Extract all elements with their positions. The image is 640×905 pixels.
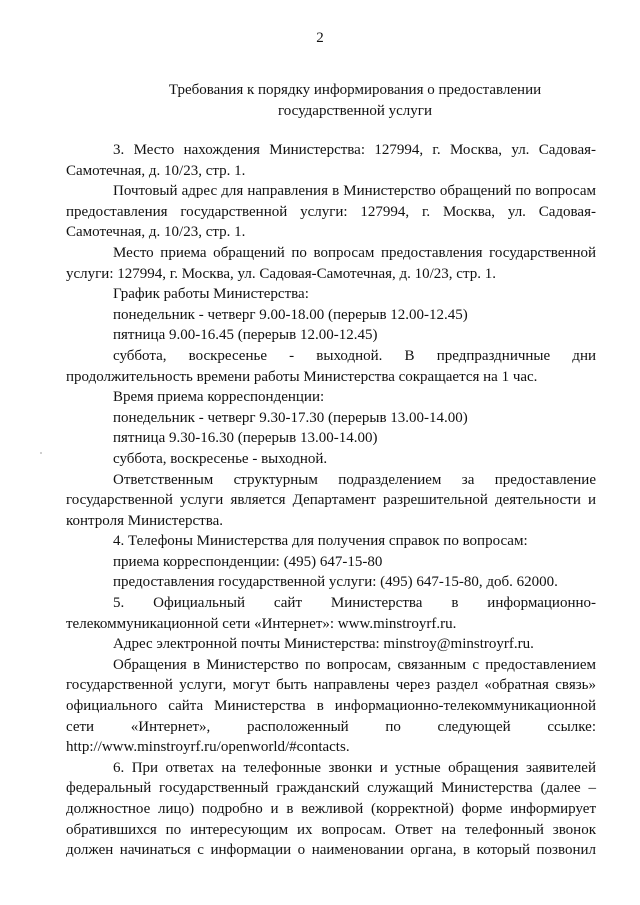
paragraph-official-site: 5. Официальный сайт Министерства в информационно-телекоммуникационной сети «Интернет»: www.minstroyrf.ru. [66,595,596,632]
paragraph-ministry-location: 3. Место нахождения Министерства: 127994, г. Москва, ул. Садовая-Самотечная, д. 10/23, стр. 1. [66,142,596,179]
paragraph-schedule-fri: пятница 9.00-16.45 (перерыв 12.00-12.45) [113,327,378,344]
page-number: 2 [316,30,324,46]
paragraph-phone-answers: 6. При ответах на телефонные звонки и устные обращения заявителей федеральный государственный гражданский служащий Министерства (далее – должностное лицо) подробно и в вежливой (корректной) форме информирует обратившихся по интересующим их вопросам. Ответ на телефонный звонок должен начинаться с информации о наименовании органа, в который позвонил [66,759,596,859]
paragraph-email: Адрес электронной почты Министерства: minstroy@minstroyrf.ru. [113,636,534,653]
scan-artifact [40,452,42,454]
paragraph-reception-place: Место приема обращений по вопросам предоставления государственной услуги: 127994, г. Москва, ул. Садовая-Самотечная, д. 10/23, стр. 1. [66,244,596,282]
paragraph-correspondence-mon-thu: понедельник - четверг 9.30-17.30 (перерыв 13.00-14.00) [113,409,468,426]
paragraph-phone-service: предоставления государственной услуги: (495) 647-15-80, доб. 62000. [113,574,558,591]
paragraph-responsible-department: Ответственным структурным подразделением за предоставление государственной услуги является Департамент разрешительной деятельности и контроля Министерства. [66,471,596,529]
paragraph-schedule-mon-thu: понедельник - четверг 9.00-18.00 (перерыв 12.00-12.45) [113,306,468,323]
paragraph-correspondence-title: Время приема корреспонденции: [113,389,325,406]
paragraph-correspondence-weekend: суббота, воскресенье - выходной. [113,450,328,467]
paragraph-work-schedule-title: График работы Министерства: [113,286,309,303]
paragraph-correspondence-fri: пятница 9.30-16.30 (перерыв 13.00-14.00) [113,430,378,447]
paragraph-feedback: Обращения в Министерство по вопросам, связанным с предоставлением государственной услуги, могут быть направлены через раздел «обратная связь» официального сайта Министерства в информационно-телекоммуникационной сети «Интернет», расположенный по следующей ссылке: http://www.minstroyrf.ru/openworld/#contacts. [66,656,596,756]
document-body [66,140,596,861]
paragraph-phone-correspondence: приема корреспонденции: (495) 647-15-80 [113,553,383,570]
paragraph-postal-address: Почтовый адрес для направления в Министерство обращений по вопросам предоставления государственной услуги: 127994, г. Москва, ул. Садовая-Самотечная, д. 10/23, стр. 1. [66,183,596,241]
paragraph-phones-title: 4. Телефоны Министерства для получения справок по вопросам: [113,533,528,550]
paragraph-schedule-weekend: суббота, воскресенье - выходной. В предпраздничные дни продолжительность времени работы Министерства сокращается на 1 час. [66,347,596,385]
section-heading [150,80,560,122]
section-heading-line-1: Требования к порядку информирования о предоставлении [168,82,542,98]
section-heading-line-2: государственной услуги [278,103,432,119]
